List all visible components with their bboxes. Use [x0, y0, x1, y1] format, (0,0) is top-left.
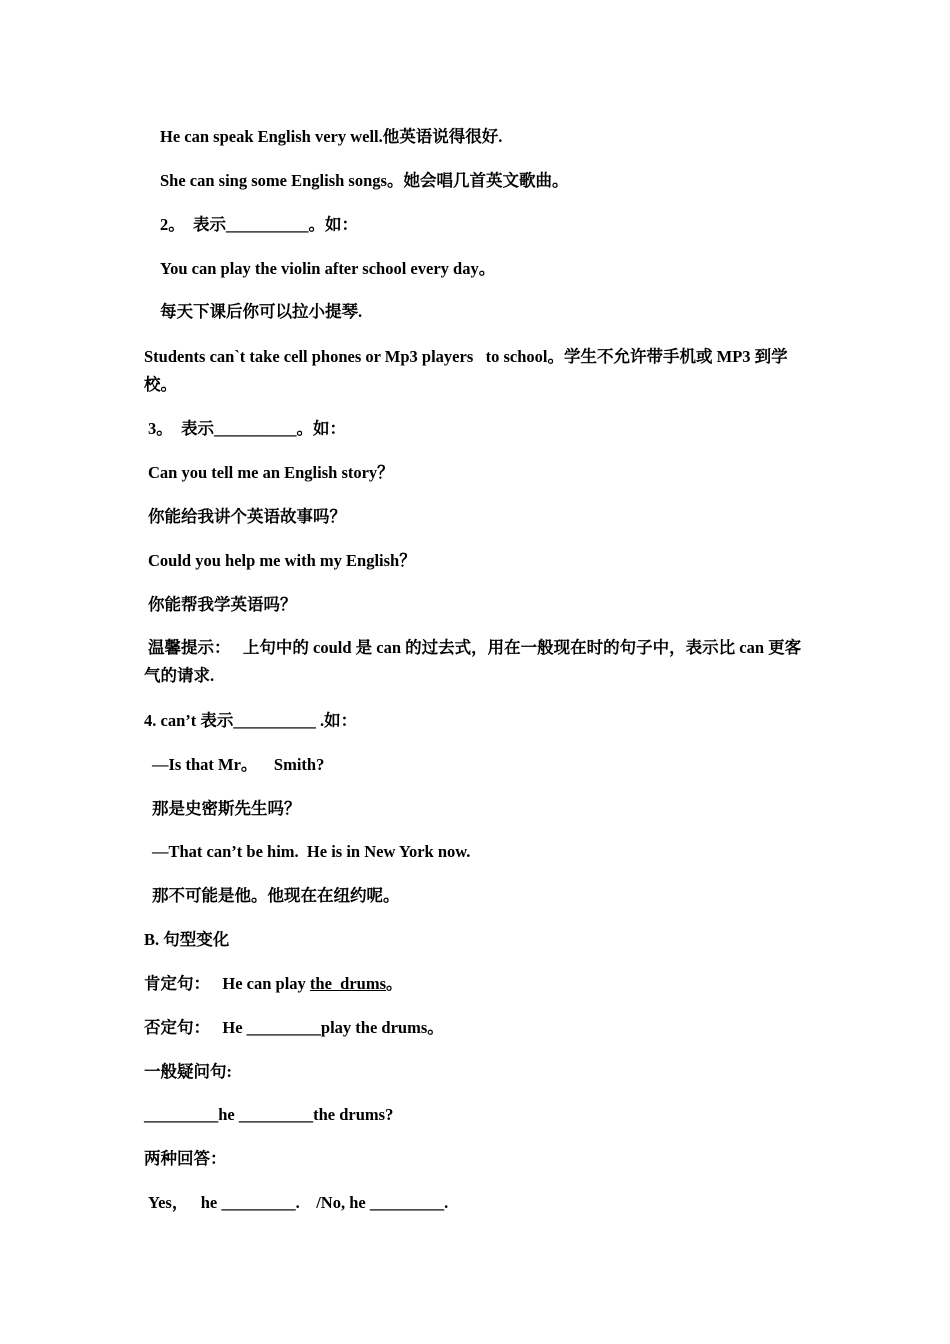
affirmative-sentence: 肯定句： He can play the drums。 — [144, 974, 403, 993]
underlined-object: the drums — [309, 974, 387, 993]
example-tell-story-translation: 你能给我讲个英语故事吗？ — [148, 507, 346, 526]
question-heading: 一般疑问句: — [144, 1062, 232, 1081]
section-b-heading: B. 句型变化 — [144, 930, 230, 949]
dialogue-cannot-be-him-translation: 那不可能是他。他现在在纽约呢。 — [152, 886, 400, 905]
example-he-speaks-english: He can speak English very well.他英语说得很好. — [160, 127, 503, 146]
question-sentence: _________he _________the drums? — [144, 1105, 394, 1124]
answers-heading: 两种回答： — [144, 1149, 227, 1168]
example-students-cannot-bring-phones: Students can`t take cell phones or Mp3 players to school。学生不允许带手机或 MP3 到学校。 — [144, 347, 788, 394]
negative-sentence: 否定句： He _________play the drums。 — [144, 1018, 444, 1037]
dialogue-is-that-mr-smith: —Is that Mr。 Smith? — [152, 755, 325, 774]
example-play-violin: You can play the violin after school every day。 — [160, 259, 496, 278]
dialogue-is-that-mr-smith-translation: 那是史密斯先生吗？ — [152, 799, 301, 818]
usage-4-heading: 4. can’t 表示__________ .如： — [144, 711, 358, 730]
usage-3-heading: 3。 表示__________。如： — [148, 419, 346, 438]
example-could-you-help-translation: 你能帮我学英语吗？ — [148, 595, 297, 614]
example-she-sings-songs: She can sing some English songs。她会唱几首英文歌曲。 — [160, 171, 569, 190]
example-tell-story: Can you tell me an English story？ — [148, 463, 394, 482]
dialogue-cannot-be-him: —That can’t be him. He is in New York now. — [152, 842, 471, 861]
example-play-violin-translation: 每天下课后你可以拉小提琴. — [160, 302, 363, 321]
answers-sentence: Yes， he _________. /No, he _________. — [148, 1193, 449, 1212]
tip-note: 温馨提示： 上句中的 could 是 can 的过去式，用在一般现在时的句子中，表示比 can 更客气的请求. — [144, 638, 802, 685]
example-could-you-help: Could you help me with my English？ — [148, 551, 416, 570]
usage-2-heading: 2。 表示__________。如： — [160, 215, 358, 234]
